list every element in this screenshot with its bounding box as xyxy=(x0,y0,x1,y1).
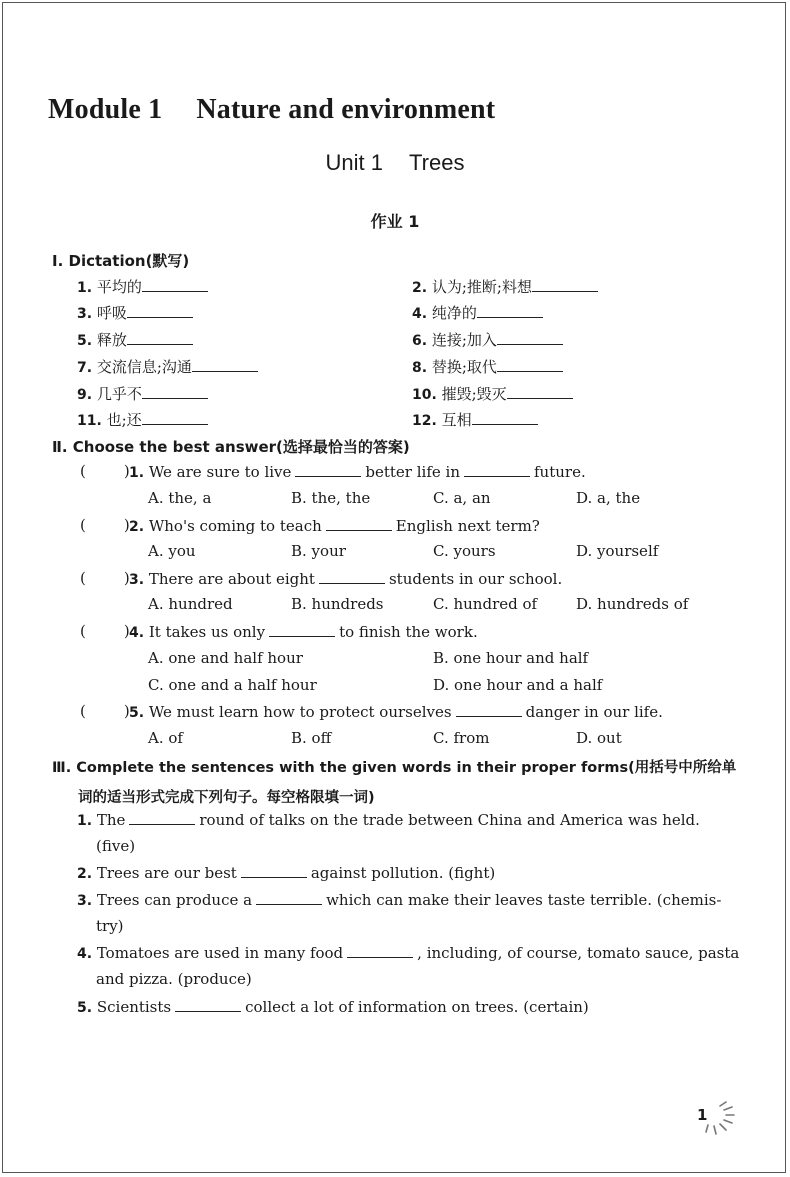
question-4: 4. It takes us only to finish the work. xyxy=(129,623,478,641)
option-c: C. one and a half hour xyxy=(148,676,317,694)
answer-blank[interactable] xyxy=(295,462,361,477)
answer-paren[interactable]: ( ) xyxy=(80,462,130,480)
dictation-item-5: 5. 释放 xyxy=(77,329,197,350)
question-1: 1. We are sure to live better life in future. xyxy=(129,463,586,481)
answer-blank[interactable] xyxy=(497,357,563,372)
option-c: C. a, an xyxy=(433,489,491,507)
answer-blank[interactable] xyxy=(456,702,522,717)
option-a: A. of xyxy=(148,729,183,747)
answer-paren[interactable]: ( ) xyxy=(80,702,130,720)
unit-title: Unit 1 Trees xyxy=(325,150,465,175)
option-a: A. the, a xyxy=(148,489,212,507)
answer-blank[interactable] xyxy=(175,997,241,1012)
section-2-title: Ⅱ. Choose the best answer(选择最恰当的答案) xyxy=(52,438,410,456)
dictation-item-1: 1. 平均的 xyxy=(77,276,212,297)
dictation-item-2: 2. 认为;推断;料想 xyxy=(412,276,602,297)
question-3: 3. There are about eight students in our school. xyxy=(129,570,563,588)
dictation-item-7: 7. 交流信息;沟通 xyxy=(77,356,262,377)
answer-blank[interactable] xyxy=(507,384,573,399)
question-5: 5. We must learn how to protect ourselves danger in our life. xyxy=(129,703,663,721)
answer-blank[interactable] xyxy=(319,569,385,584)
answer-blank[interactable] xyxy=(256,890,322,905)
option-c: C. hundred of xyxy=(433,595,538,613)
answer-blank[interactable] xyxy=(127,303,193,318)
answer-paren[interactable]: ( ) xyxy=(80,516,130,534)
option-b: B. one hour and half xyxy=(433,649,589,667)
answer-blank[interactable] xyxy=(477,303,543,318)
dictation-item-10: 10. 摧毁;毁灭 xyxy=(412,383,577,404)
answer-blank[interactable] xyxy=(192,357,258,372)
answer-blank[interactable] xyxy=(464,462,530,477)
sentence-1-cont: (five) xyxy=(96,837,136,855)
option-b: B. your xyxy=(291,542,346,560)
answer-blank[interactable] xyxy=(127,330,193,345)
answer-paren[interactable]: ( ) xyxy=(80,569,130,587)
sentence-3-cont: try) xyxy=(96,917,124,935)
option-c: C. yours xyxy=(433,542,496,560)
option-d: D. one hour and a half xyxy=(433,676,603,694)
answer-blank[interactable] xyxy=(269,622,335,637)
answer-blank[interactable] xyxy=(472,410,538,425)
option-d: D. yourself xyxy=(576,542,659,560)
option-c: C. from xyxy=(433,729,490,747)
dictation-item-3: 3. 呼吸 xyxy=(77,302,197,323)
option-d: D. a, the xyxy=(576,489,641,507)
answer-blank[interactable] xyxy=(532,277,598,292)
sentence-4-cont: and pizza. (produce) xyxy=(96,970,252,988)
answer-blank[interactable] xyxy=(142,384,208,399)
page-decoration-icon xyxy=(700,1100,740,1140)
sentence-1: 1. The round of talks on the trade between China and America was held. xyxy=(77,811,700,829)
dictation-item-6: 6. 连接;加入 xyxy=(412,329,567,350)
sentence-3: 3. Trees can produce a which can make their leaves taste terrible. (chemis- xyxy=(77,891,722,909)
answer-blank[interactable] xyxy=(347,943,413,958)
sentence-2: 2. Trees are our best against pollution. (fight) xyxy=(77,864,496,882)
dictation-item-9: 9. 几乎不 xyxy=(77,383,212,404)
option-b: B. hundreds xyxy=(291,595,384,613)
answer-blank[interactable] xyxy=(241,863,307,878)
question-2: 2. Who's coming to teach English next term? xyxy=(129,517,540,535)
answer-paren[interactable]: ( ) xyxy=(80,622,130,640)
dictation-item-12: 12. 互相 xyxy=(412,409,542,430)
section-3-title: Ⅲ. Complete the sentences with the given words in their proper forms(用括号中所给单 词的适当形式完成下列句子。每空格限填一词) xyxy=(52,760,737,806)
homework-title: 作业 1 xyxy=(370,212,420,231)
sentence-5: 5. Scientists collect a lot of information on trees. (certain) xyxy=(77,998,589,1016)
section-1-title: Ⅰ. Dictation(默写) xyxy=(52,252,190,270)
page-number: 1 xyxy=(697,1106,708,1124)
option-b: B. the, the xyxy=(291,489,371,507)
answer-blank[interactable] xyxy=(129,810,195,825)
option-a: A. you xyxy=(148,542,196,560)
sentence-4: 4. Tomatoes are used in many food , including, of course, tomato sauce, pasta xyxy=(77,944,740,962)
option-d: D. hundreds of xyxy=(576,595,689,613)
dictation-item-8: 8. 替换;取代 xyxy=(412,356,567,377)
dictation-item-11: 11. 也;还 xyxy=(77,409,212,430)
answer-blank[interactable] xyxy=(142,277,208,292)
module-title: Module 1 Nature and environment xyxy=(48,94,496,125)
option-a: A. one and half hour xyxy=(148,649,303,667)
option-b: B. off xyxy=(291,729,332,747)
option-d: D. out xyxy=(576,729,622,747)
answer-blank[interactable] xyxy=(497,330,563,345)
answer-blank[interactable] xyxy=(326,516,392,531)
answer-blank[interactable] xyxy=(142,410,208,425)
dictation-item-4: 4. 纯净的 xyxy=(412,302,547,323)
option-a: A. hundred xyxy=(148,595,233,613)
